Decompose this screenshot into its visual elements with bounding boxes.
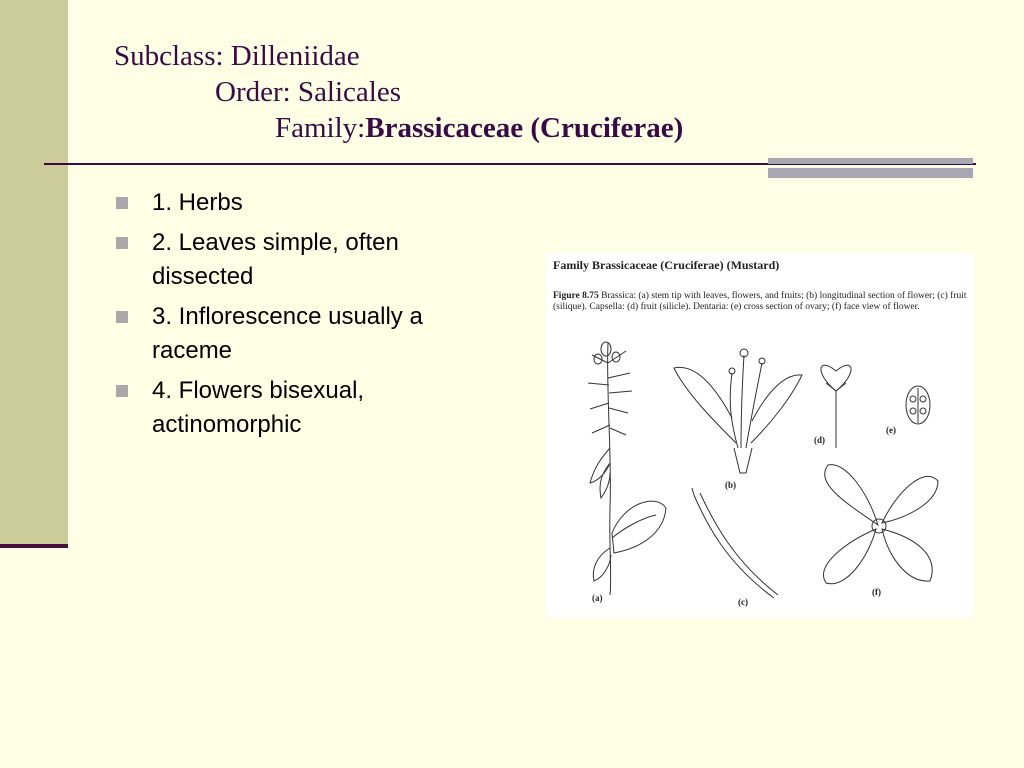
ovary-section-drawing — [906, 386, 930, 424]
bullet-text: 4. Flowers bisexual, actinomorphic — [152, 377, 365, 438]
figure-label-b: (b) — [725, 480, 736, 490]
left-decorative-bar — [0, 544, 68, 548]
slide-title — [114, 38, 683, 146]
figure-label-a: (a) — [592, 593, 603, 603]
bullet-item — [114, 300, 504, 368]
stem-tip-drawing — [588, 342, 666, 595]
divider-accent-bottom — [768, 168, 973, 178]
title-family-alt-name: Cruciferae — [540, 112, 674, 144]
left-decorative-band — [0, 0, 68, 546]
title-order: Order: Salicales — [215, 76, 402, 108]
title-family-name: Brassicaceae — [365, 112, 524, 144]
square-bullet-icon — [116, 237, 128, 249]
flower-face-drawing — [824, 465, 938, 584]
title-family — [114, 110, 683, 146]
silicle-fruit-drawing — [821, 365, 851, 448]
title-family-prefix: Family: — [275, 112, 366, 144]
figure-caption-text: Brassica: (a) stem tip with leaves, flowers, and fruits; (b) longitudinal section of flower; (c) fruit (silique). Capsella: (d) fruit (silicle). Dentaria: (e) cross section of ovary; (f) face view of flower. — [553, 291, 967, 312]
figure-label-e: (e) — [886, 425, 896, 435]
silique-fruit-drawing — [692, 488, 778, 598]
plant-illustration — [546, 333, 973, 618]
bullet-item — [114, 186, 504, 220]
square-bullet-icon — [116, 311, 128, 323]
title-paren-open: ( — [530, 112, 540, 144]
bullet-text: 1. Herbs — [152, 189, 243, 216]
figure-caption-label: Figure 8.75 — [553, 291, 599, 301]
bullet-list — [114, 186, 504, 448]
bullet-item — [114, 374, 504, 442]
figure-label-d: (d) — [814, 435, 825, 445]
square-bullet-icon — [116, 197, 128, 209]
divider-accent-top — [768, 158, 973, 164]
title-subclass: Subclass: Dilleniidae — [114, 40, 360, 72]
figure-heading: Family Brassicaceae (Cruciferae) (Mustard) — [553, 258, 780, 272]
bullet-item — [114, 226, 504, 294]
figure-label-f: (f) — [872, 587, 881, 597]
botanical-figure — [546, 253, 973, 618]
square-bullet-icon — [116, 385, 128, 397]
figure-caption — [553, 291, 967, 313]
figure-label-c: (c) — [738, 597, 748, 607]
title-paren-close: ) — [673, 112, 684, 144]
flower-section-drawing — [674, 349, 802, 473]
bullet-text: 3. Inflorescence usually a raceme — [152, 303, 423, 364]
bullet-text: 2. Leaves simple, often dissected — [152, 229, 399, 290]
